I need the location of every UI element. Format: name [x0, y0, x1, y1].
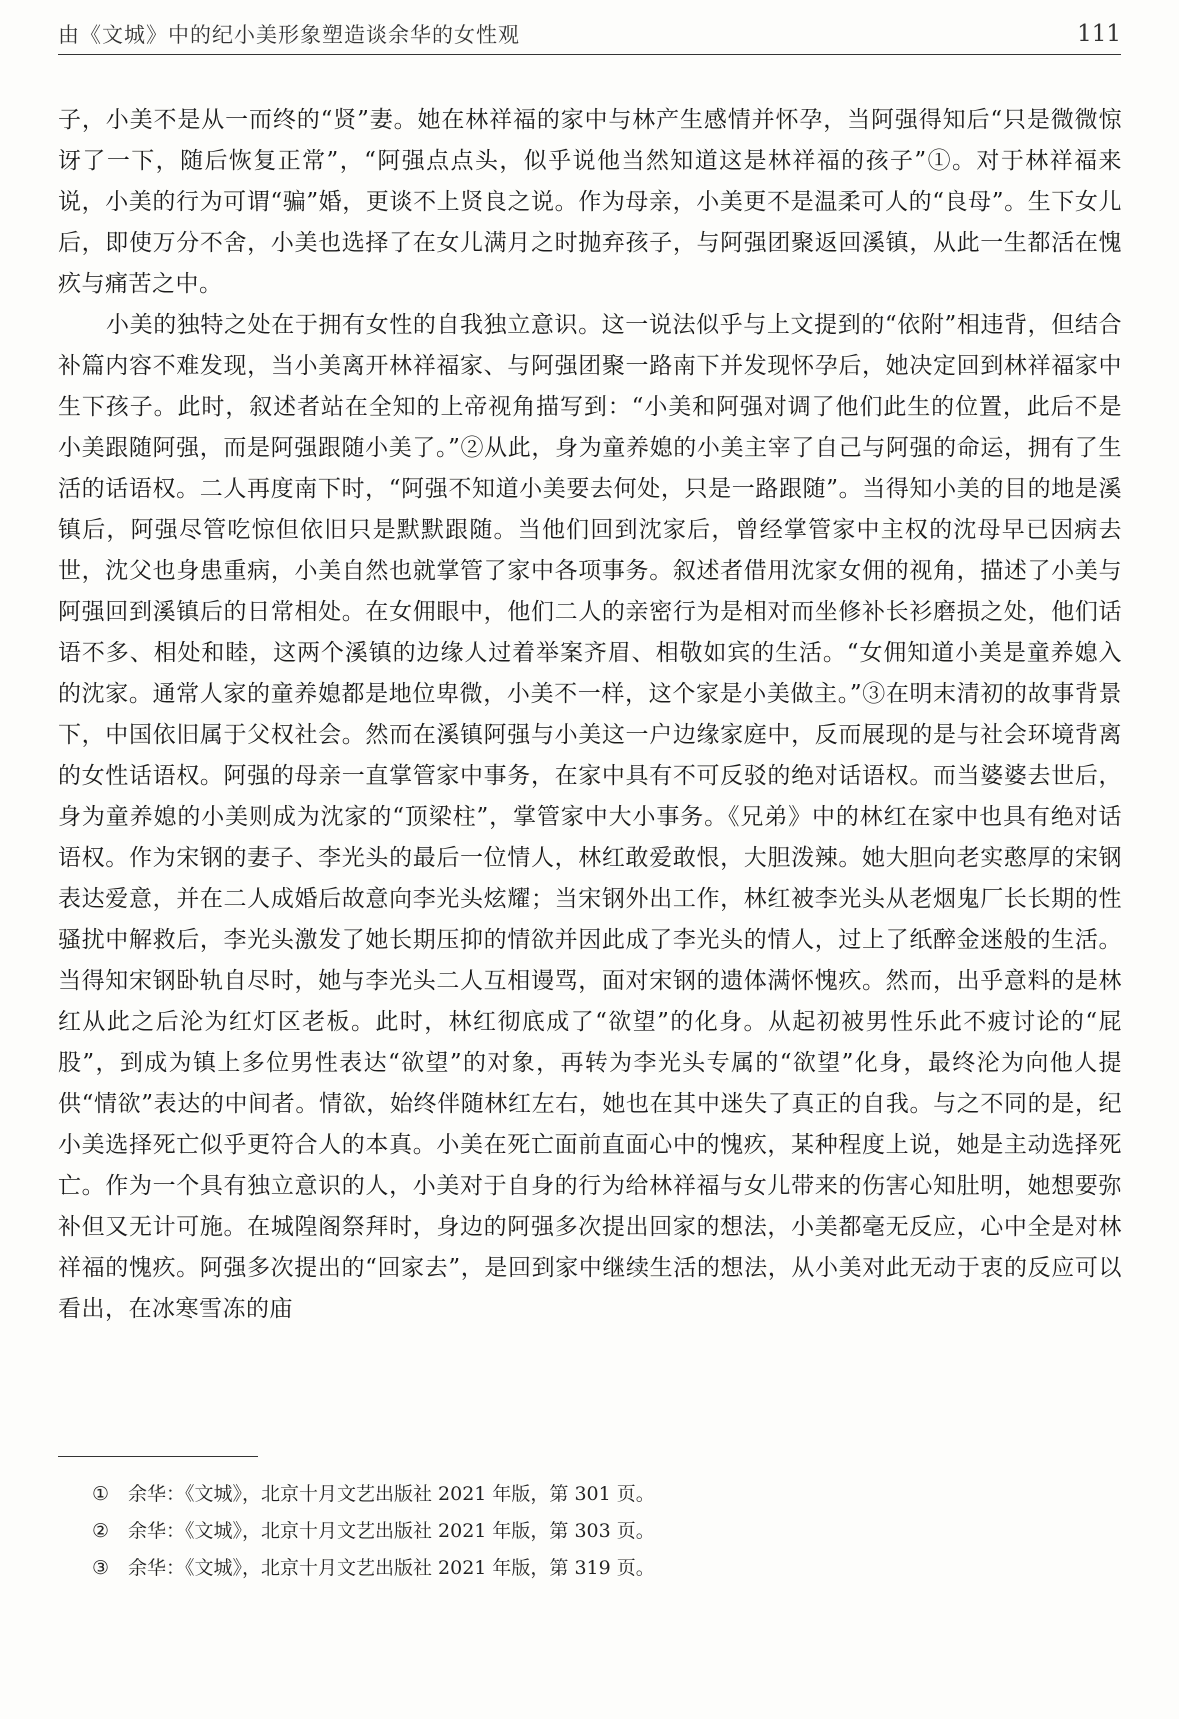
footnote-mark: ③ — [92, 1557, 110, 1579]
footnote-divider — [58, 1456, 258, 1457]
footnote-text: 余华：《文城》，北京十月文艺出版社 2021 年版，第 303 页。 — [128, 1520, 655, 1542]
footnote — [92, 1513, 1092, 1550]
footnote — [92, 1476, 1092, 1513]
footnote-text: 余华：《文城》，北京十月文艺出版社 2021 年版，第 301 页。 — [128, 1483, 655, 1505]
footnote-text: 余华：《文城》，北京十月文艺出版社 2021 年版，第 319 页。 — [128, 1557, 655, 1579]
paragraph: 子，小美不是从一而终的“贤”妻。她在林祥福的家中与林产生感情并怀孕，当阿强得知后“只是微微惊讶了一下，随后恢复正常”，“阿强点点头，似乎说他当然知道这是林祥福的孩子”①。对于林祥福来说，小美的行为可谓“骗”婚，更谈不上贤良之说。作为母亲，小美更不是温柔可人的“良母”。生下女儿后，即使万分不舍，小美也选择了在女儿满月之时抛弃孩子，与阿强团聚返回溪镇，从此一生都活在愧疚与痛苦之中。 — [58, 107, 1122, 297]
running-title: 由《文城》中的纪小美形象塑造谈余华的女性观 — [58, 23, 520, 47]
page-number: 111 — [1077, 21, 1121, 47]
footnote-mark: ① — [92, 1483, 110, 1505]
body-text — [58, 100, 1122, 1330]
paragraph: 小美的独特之处在于拥有女性的自我独立意识。这一说法似乎与上文提到的“依附”相违背，但结合补篇内容不难发现，当小美离开林祥福家、与阿强团聚一路南下并发现怀孕后，她决定回到林祥福家中生下孩子。此时，叙述者站在全知的上帝视角描写到：“小美和阿强对调了他们此生的位置，此后不是小美跟随阿强，而是阿强跟随小美了。”②从此，身为童养媳的小美主宰了自己与阿强的命运，拥有了生活的话语权。二人再度南下时，“阿强不知道小美要去何处，只是一路跟随”。当得知小美的目的地是溪镇后，阿强尽管吃惊但依旧只是默默跟随。当他们回到沈家后，曾经掌管家中主权的沈母早已因病去世，沈父也身患重病，小美自然也就掌管了家中各项事务。叙述者借用沈家女佣的视角，描述了小美与阿强回到溪镇后的日常相处。在女佣眼中，他们二人的亲密行为是相对而坐修补长衫磨损之处，他们话语不多、相处和睦，这两个溪镇的边缘人过着举案齐眉、相敬如宾的生活。“女佣知道小美是童养媳入的沈家。通常人家的童养媳都是地位卑微，小美不一样，这个家是小美做主。”③在明末清初的故事背景下，中国依旧属于父权社会。然而在溪镇阿强与小美这一户边缘家庭中，反而展现的是与社会环境背离的女性话语权。阿强的母亲一直掌管家中事务，在家中具有不可反驳的绝对话语权。而当婆婆去世后，身为童养媳的小美则成为沈家的“顶梁柱”，掌管家中大小事务。《兄弟》中的林红在家中也具有绝对话语权。作为宋钢的妻子、李光头的最后一位情人，林红敢爱敢恨，大胆泼辣。她大胆向老实憨厚的宋钢表达爱意，并在二人成婚后故意向李光头炫耀；当宋钢外出工作，林红被李光头从老烟鬼厂长长期的性骚扰中解救后，李光头激发了她长期压抑的情欲并因此成了李光头的情人，过上了纸醉金迷般的生活。当得知宋钢卧轨自尽时，她与李光头二人互相谩骂，面对宋钢的遗体满怀愧疚。然而，出乎意料的是林红从此之后沦为红灯区老板。此时，林红彻底成了“欲望”的化身。从起初被男性乐此不疲讨论的“屁股”，到成为镇上多位男性表达“欲望”的对象，再转为李光头专属的“欲望”化身，最终沦为向他人提供“情欲”表达的中间者。情欲，始终伴随林红左右，她也在其中迷失了真正的自我。与之不同的是，纪小美选择死亡似乎更符合人的本真。小美在死亡面前直面心中的愧疚，某种程度上说，她是主动选择死亡。作为一个具有独立意识的人，小美对于自身的行为给林祥福与女儿带来的伤害心知肚明，她想要弥补但又无计可施。在城隍阁祭拜时，身边的阿强多次提出回家的想法，小美都毫无反应，心中全是对林祥福的愧疚。阿强多次提出的“回家去”，是回到家中继续生活的想法，从小美对此无动于衷的反应可以看出，在冰寒雪冻的庙 — [58, 312, 1122, 1322]
footnote — [92, 1550, 1092, 1587]
running-header — [58, 14, 1121, 55]
footnotes — [92, 1476, 1092, 1587]
footnote-mark: ② — [92, 1520, 110, 1542]
